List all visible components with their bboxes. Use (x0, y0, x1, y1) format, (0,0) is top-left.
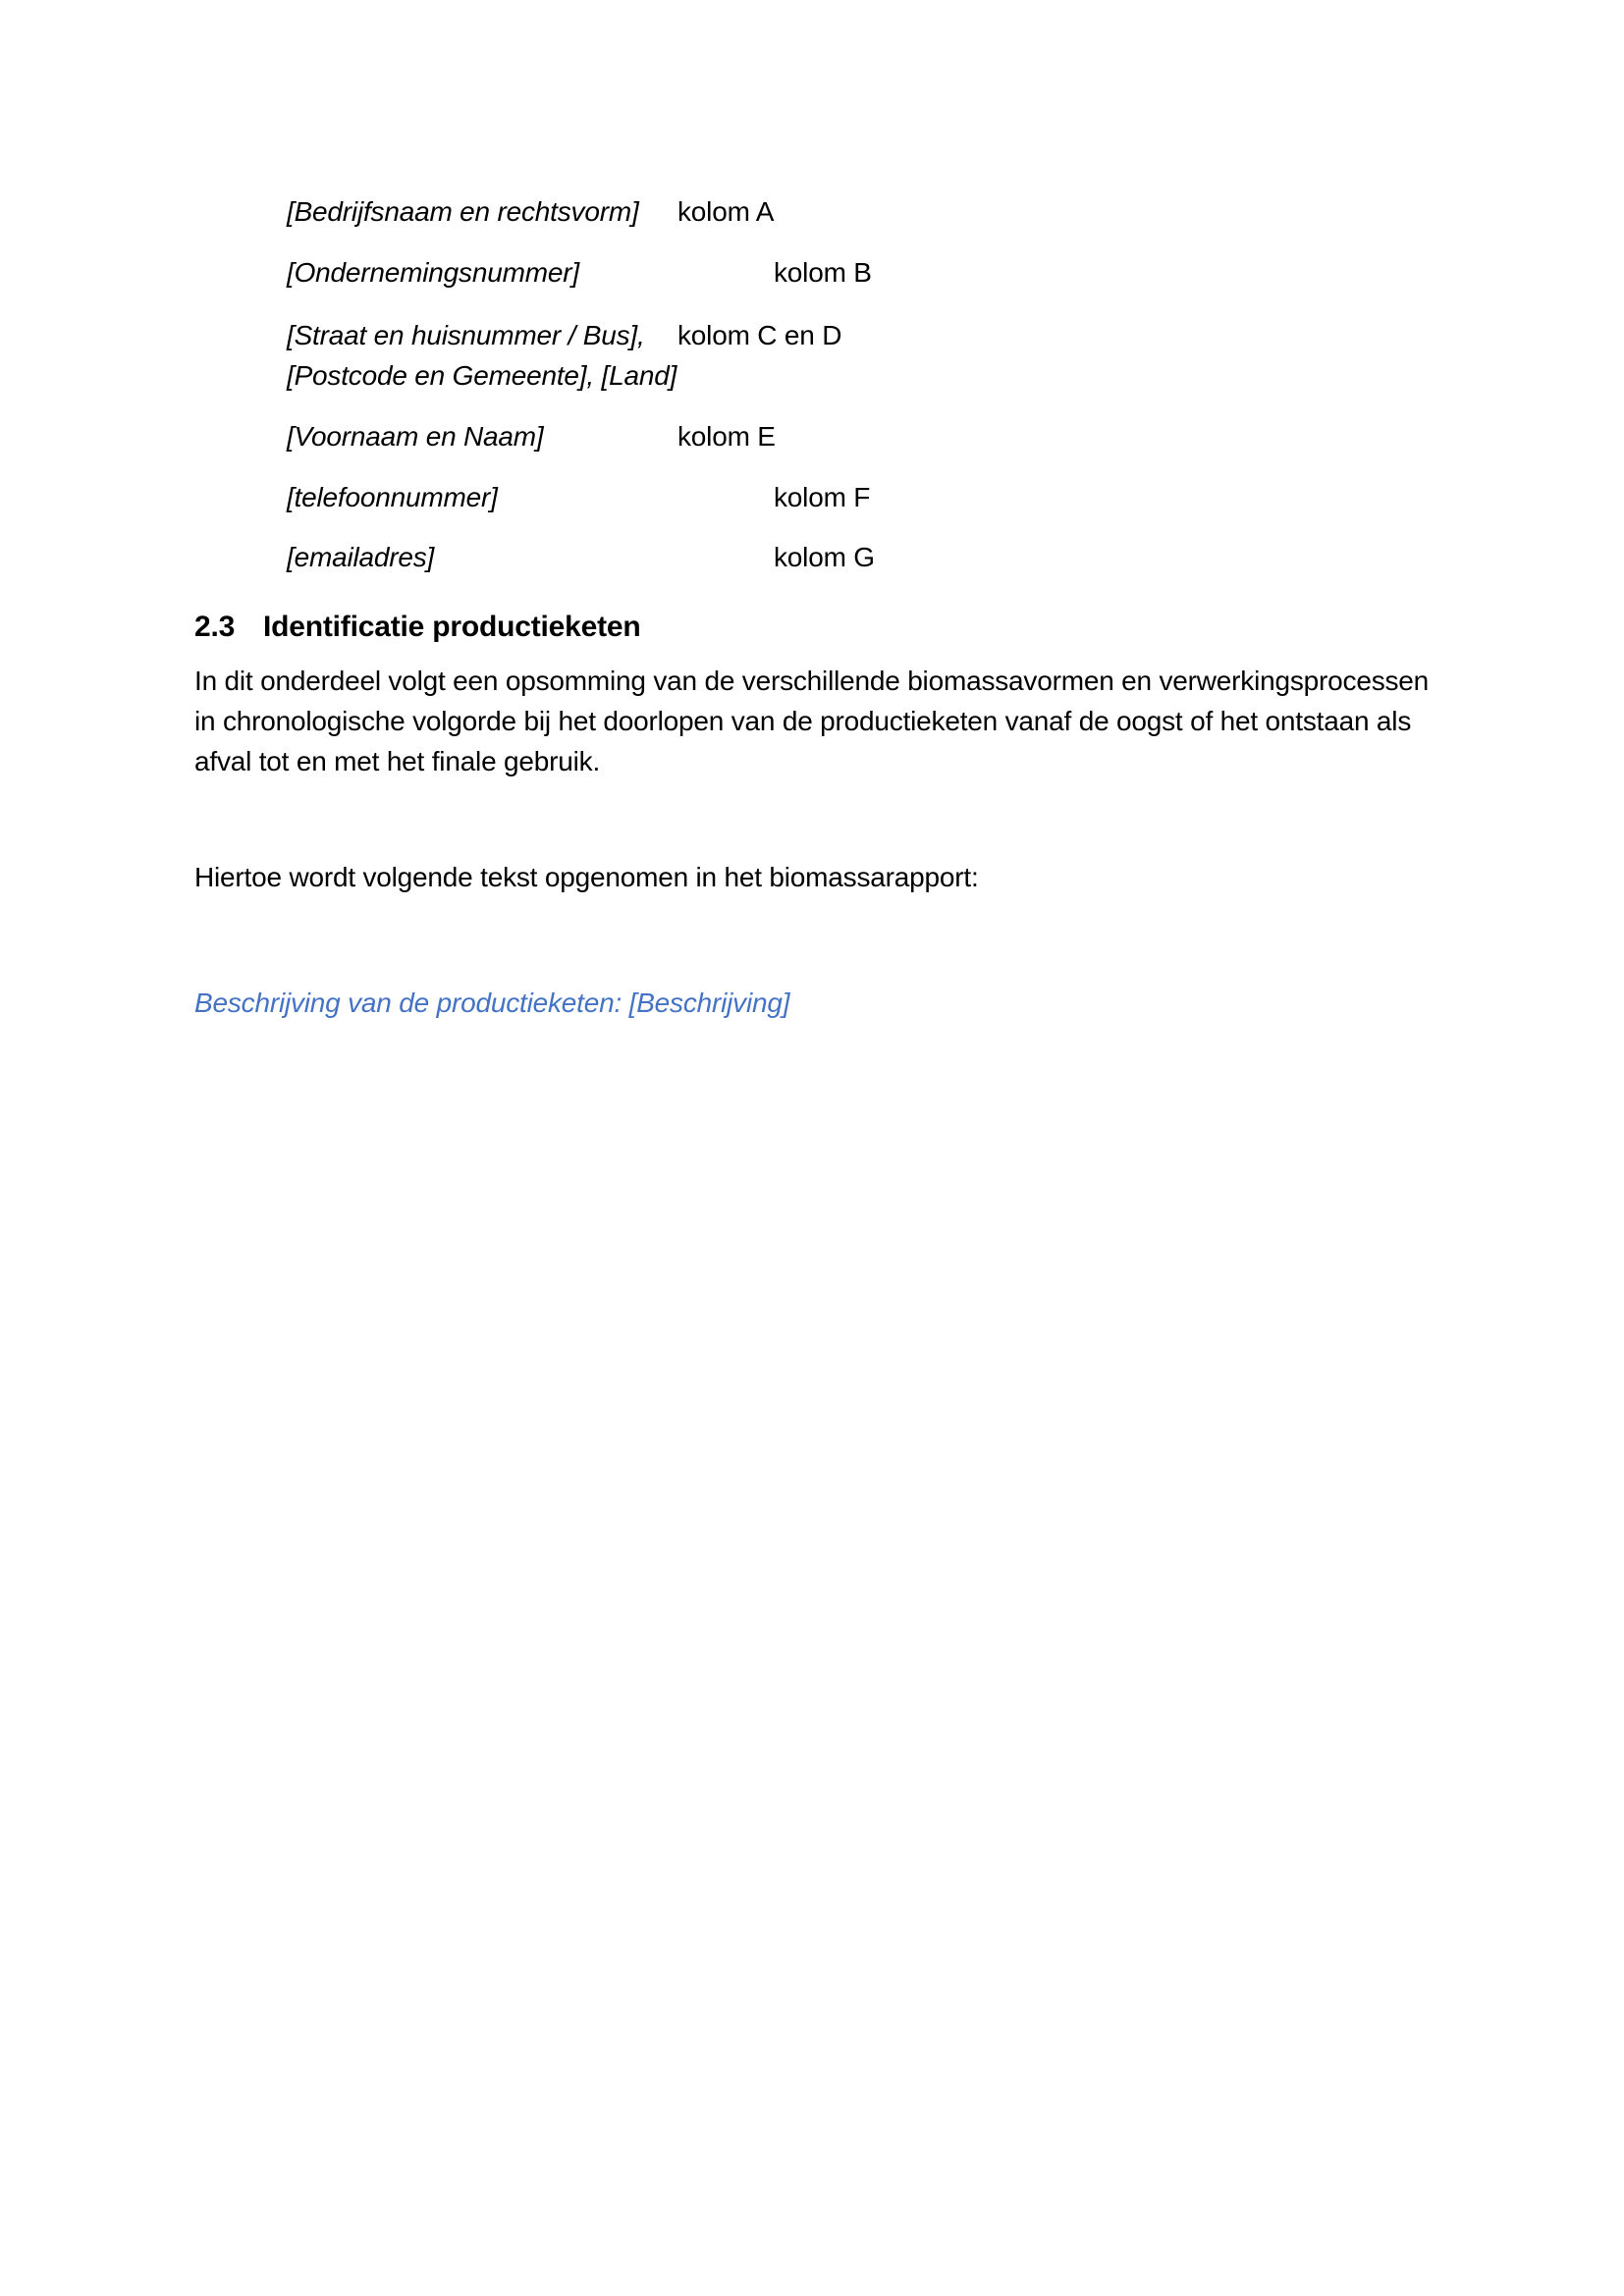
intro-line: Hiertoe wordt volgende tekst opgenomen in het biomassarapport: (194, 862, 979, 892)
placeholder-row-enterprise-number (287, 252, 872, 293)
kolom-ref-f: kolom F (774, 482, 871, 512)
field-placeholder-postcode-country: [Postcode en Gemeente], [Land] (287, 360, 677, 391)
section-title: Identificatie productieketen (263, 611, 641, 643)
template-description-line: Beschrijving van de productieketen: [Beschrijving] (194, 988, 790, 1018)
section-heading (194, 607, 640, 647)
field-placeholder-company-name: [Bedrijfsnaam en rechtsvorm] (287, 196, 639, 227)
field-placeholder-street: [Straat en huisnummer / Bus], (287, 320, 645, 350)
placeholder-row-name (287, 416, 776, 456)
placeholder-row-company (287, 191, 775, 232)
kolom-ref-b: kolom B (774, 257, 872, 288)
placeholder-row-address (287, 315, 842, 396)
section-number: 2.3 (194, 611, 236, 643)
field-placeholder-phone: [telefoonnummer] (287, 482, 498, 512)
kolom-ref-c-d: kolom C en D (677, 320, 842, 350)
section-paragraph (194, 661, 1429, 781)
field-placeholder-email: [emailadres] (287, 542, 435, 572)
paragraph-line: in chronologische volgorde bij het doorlopen van de productieketen vanaf de oogst of het ontstaan als (194, 706, 1412, 736)
paragraph-line: In dit onderdeel volgt een opsomming van de verschillende biomassavormen en verwerkingsprocessen (194, 666, 1430, 696)
kolom-ref-e: kolom E (677, 421, 776, 452)
field-placeholder-enterprise-number: [Ondernemingsnummer] (287, 257, 579, 288)
placeholder-row-phone (287, 477, 871, 517)
kolom-ref-g: kolom G (774, 542, 875, 572)
paragraph-line: afval tot en met het finale gebruik. (194, 746, 601, 776)
placeholder-row-email (287, 537, 875, 577)
kolom-ref-a: kolom A (677, 196, 775, 227)
field-placeholder-name: [Voornaam en Naam] (287, 421, 544, 452)
